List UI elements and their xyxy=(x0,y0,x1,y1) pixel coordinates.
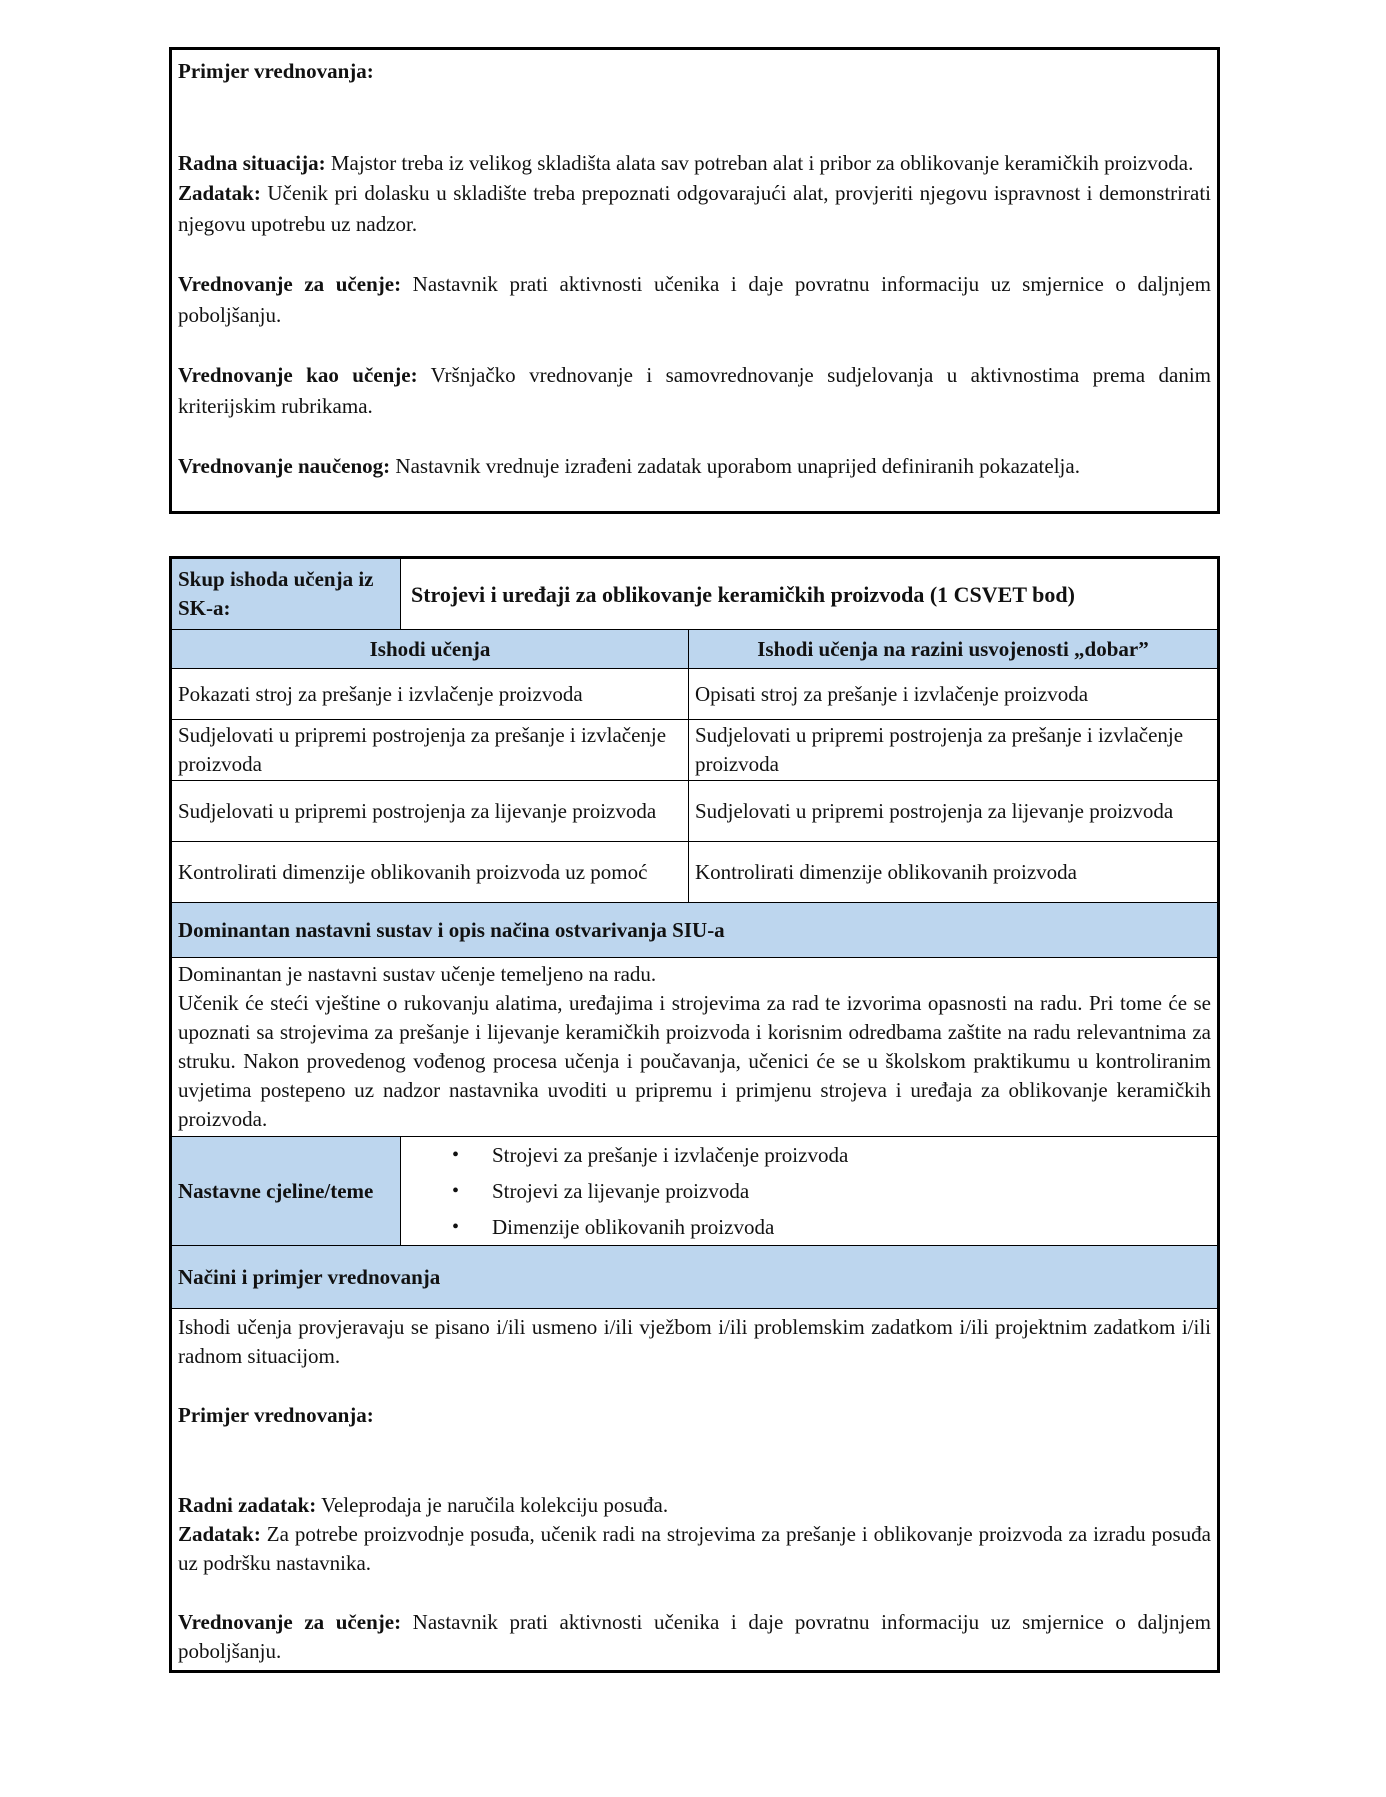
radna-situacija: Radna situacija: Majstor treba iz velikog skladišta alata sav potreban alat i pribor za oblikovanje keramičkih proizvoda. xyxy=(178,150,1194,175)
teme-list xyxy=(407,1137,1211,1245)
table-row: Pokazati stroj za prešanje i izvlačenje proizvoda Opisati stroj za prešanje i izvlačenje proizvoda xyxy=(171,669,1219,720)
dominantan-header: Dominantan nastavni sustav i opis načina ostvarivanja SIU-a xyxy=(171,903,1219,958)
skup-title: Strojevi i uređaji za oblikovanje keramičkih proizvoda (1 CSVET bod) xyxy=(401,558,1219,630)
list-item: • Strojevi za lijevanje proizvoda xyxy=(452,1173,1211,1209)
table-row: Sudjelovati u pripremi postrojenja za lijevanje proizvoda Sudjelovati u pripremi postrojenja za lijevanje proizvoda xyxy=(171,781,1219,842)
radni-zadatak: Radni zadatak: Veleprodaja je naručila kolekciju posuđa. xyxy=(178,1493,669,1517)
zadatak: Zadatak: Učenik pri dolasku u skladište treba prepoznati odgovarajući alat, provjeriti njegovu ispravnost i demonstrirati njegovu upotrebu uz nadzor. xyxy=(178,181,1211,236)
nacini-body: Ishodi učenja provjeravaju se pisano i/ili usmeno i/ili vježbom i/ili problemskim zadatkom i/ili projektnim zadatkom i/ili radnom situacijom. Primjer vrednovanja: Radni zadatak: Veleprodaja je naručila kolekciju posuđa. Zadatak: Za potrebe proizvodnje posuđa, učenik radi na strojevima za prešanje i oblikovanje proizvoda za izradu posuđa uz podršku nastavnika. Vrednovanje za učenje: Nastavnik prati aktivnosti učenika i daje povratnu informaciju uz smjernice o daljnjem poboljšanju. xyxy=(171,1309,1219,1672)
vrednovanje-za-ucenje: Vrednovanje za učenje: Nastavnik prati aktivnosti učenika i daje povratnu informaciju uz smjernice o daljnjem poboljšanju. xyxy=(178,272,1211,327)
table-row: Kontrolirati dimenzije oblikovanih proizvoda uz pomoć Kontrolirati dimenzije oblikovanih proizvoda xyxy=(171,842,1219,903)
col-header-dobar: Ishodi učenja na razini usvojenosti „dobar” xyxy=(689,630,1219,669)
col-header-ishodi: Ishodi učenja xyxy=(171,630,689,669)
primjer-heading: Primjer vrednovanja: xyxy=(178,1403,374,1427)
dominantan-body: Dominantan je nastavni sustav učenje temeljeno na radu. Učenik će steći vještine o rukovanju alatima, uređajima i strojevima za rad te izvorima opasnosti na radu. Pri tome će se upoznati sa strojevima za prešanje i lijevanje keramičkih proizvoda i korisnim odredbama zaštite na radu relevantnima za struku. Nakon provedenog vođenog procesa učenja i poučavanja, učenici će se u školskom praktikumu u kontroliranim uvjetima postepeno uz nadzor nastavnika uvoditi u pripremu i primjenu strojeva i uređaja za oblikovanje keramičkih proizvoda. xyxy=(171,958,1219,1137)
box-heading: Primjer vrednovanja: xyxy=(178,59,374,83)
assessment-example-box xyxy=(169,47,1220,514)
list-item: • Strojevi za prešanje i izvlačenje proizvoda xyxy=(452,1137,1211,1173)
vrednovanje-za-ucenje: Vrednovanje za učenje: Nastavnik prati aktivnosti učenika i daje povratnu informaciju uz smjernice o daljnjem poboljšanju. xyxy=(178,1610,1211,1663)
skup-label: Skup ishoda učenja iz SK-a: xyxy=(171,558,401,630)
teme-cell xyxy=(401,1137,1219,1246)
vrednovanje-naucenog: Vrednovanje naučenog: Nastavnik vrednuje izrađeni zadatak uporabom unaprijed definiranih pokazatelja. xyxy=(178,454,1080,478)
zadatak: Zadatak: Za potrebe proizvodnje posuđa, učenik radi na strojevima za prešanje i oblikovanje proizvoda za izradu posuđa uz podršku nastavnika. xyxy=(178,1522,1211,1575)
list-item: • Dimenzije oblikovanih proizvoda xyxy=(452,1209,1211,1245)
nacini-header: Načini i primjer vrednovanja xyxy=(171,1246,1219,1309)
vrednovanje-kao-ucenje: Vrednovanje kao učenje: Vršnjačko vrednovanje i samovrednovanje sudjelovanja u aktivnostima prema danim kriterijskim rubrikama. xyxy=(178,363,1211,418)
learning-outcomes-table xyxy=(169,556,1220,1673)
table-row: Sudjelovati u pripremi postrojenja za prešanje i izvlačenje proizvoda Sudjelovati u pripremi postrojenja za prešanje i izvlačenje proizvoda xyxy=(171,720,1219,781)
teme-label: Nastavne cjeline/teme xyxy=(171,1137,401,1246)
